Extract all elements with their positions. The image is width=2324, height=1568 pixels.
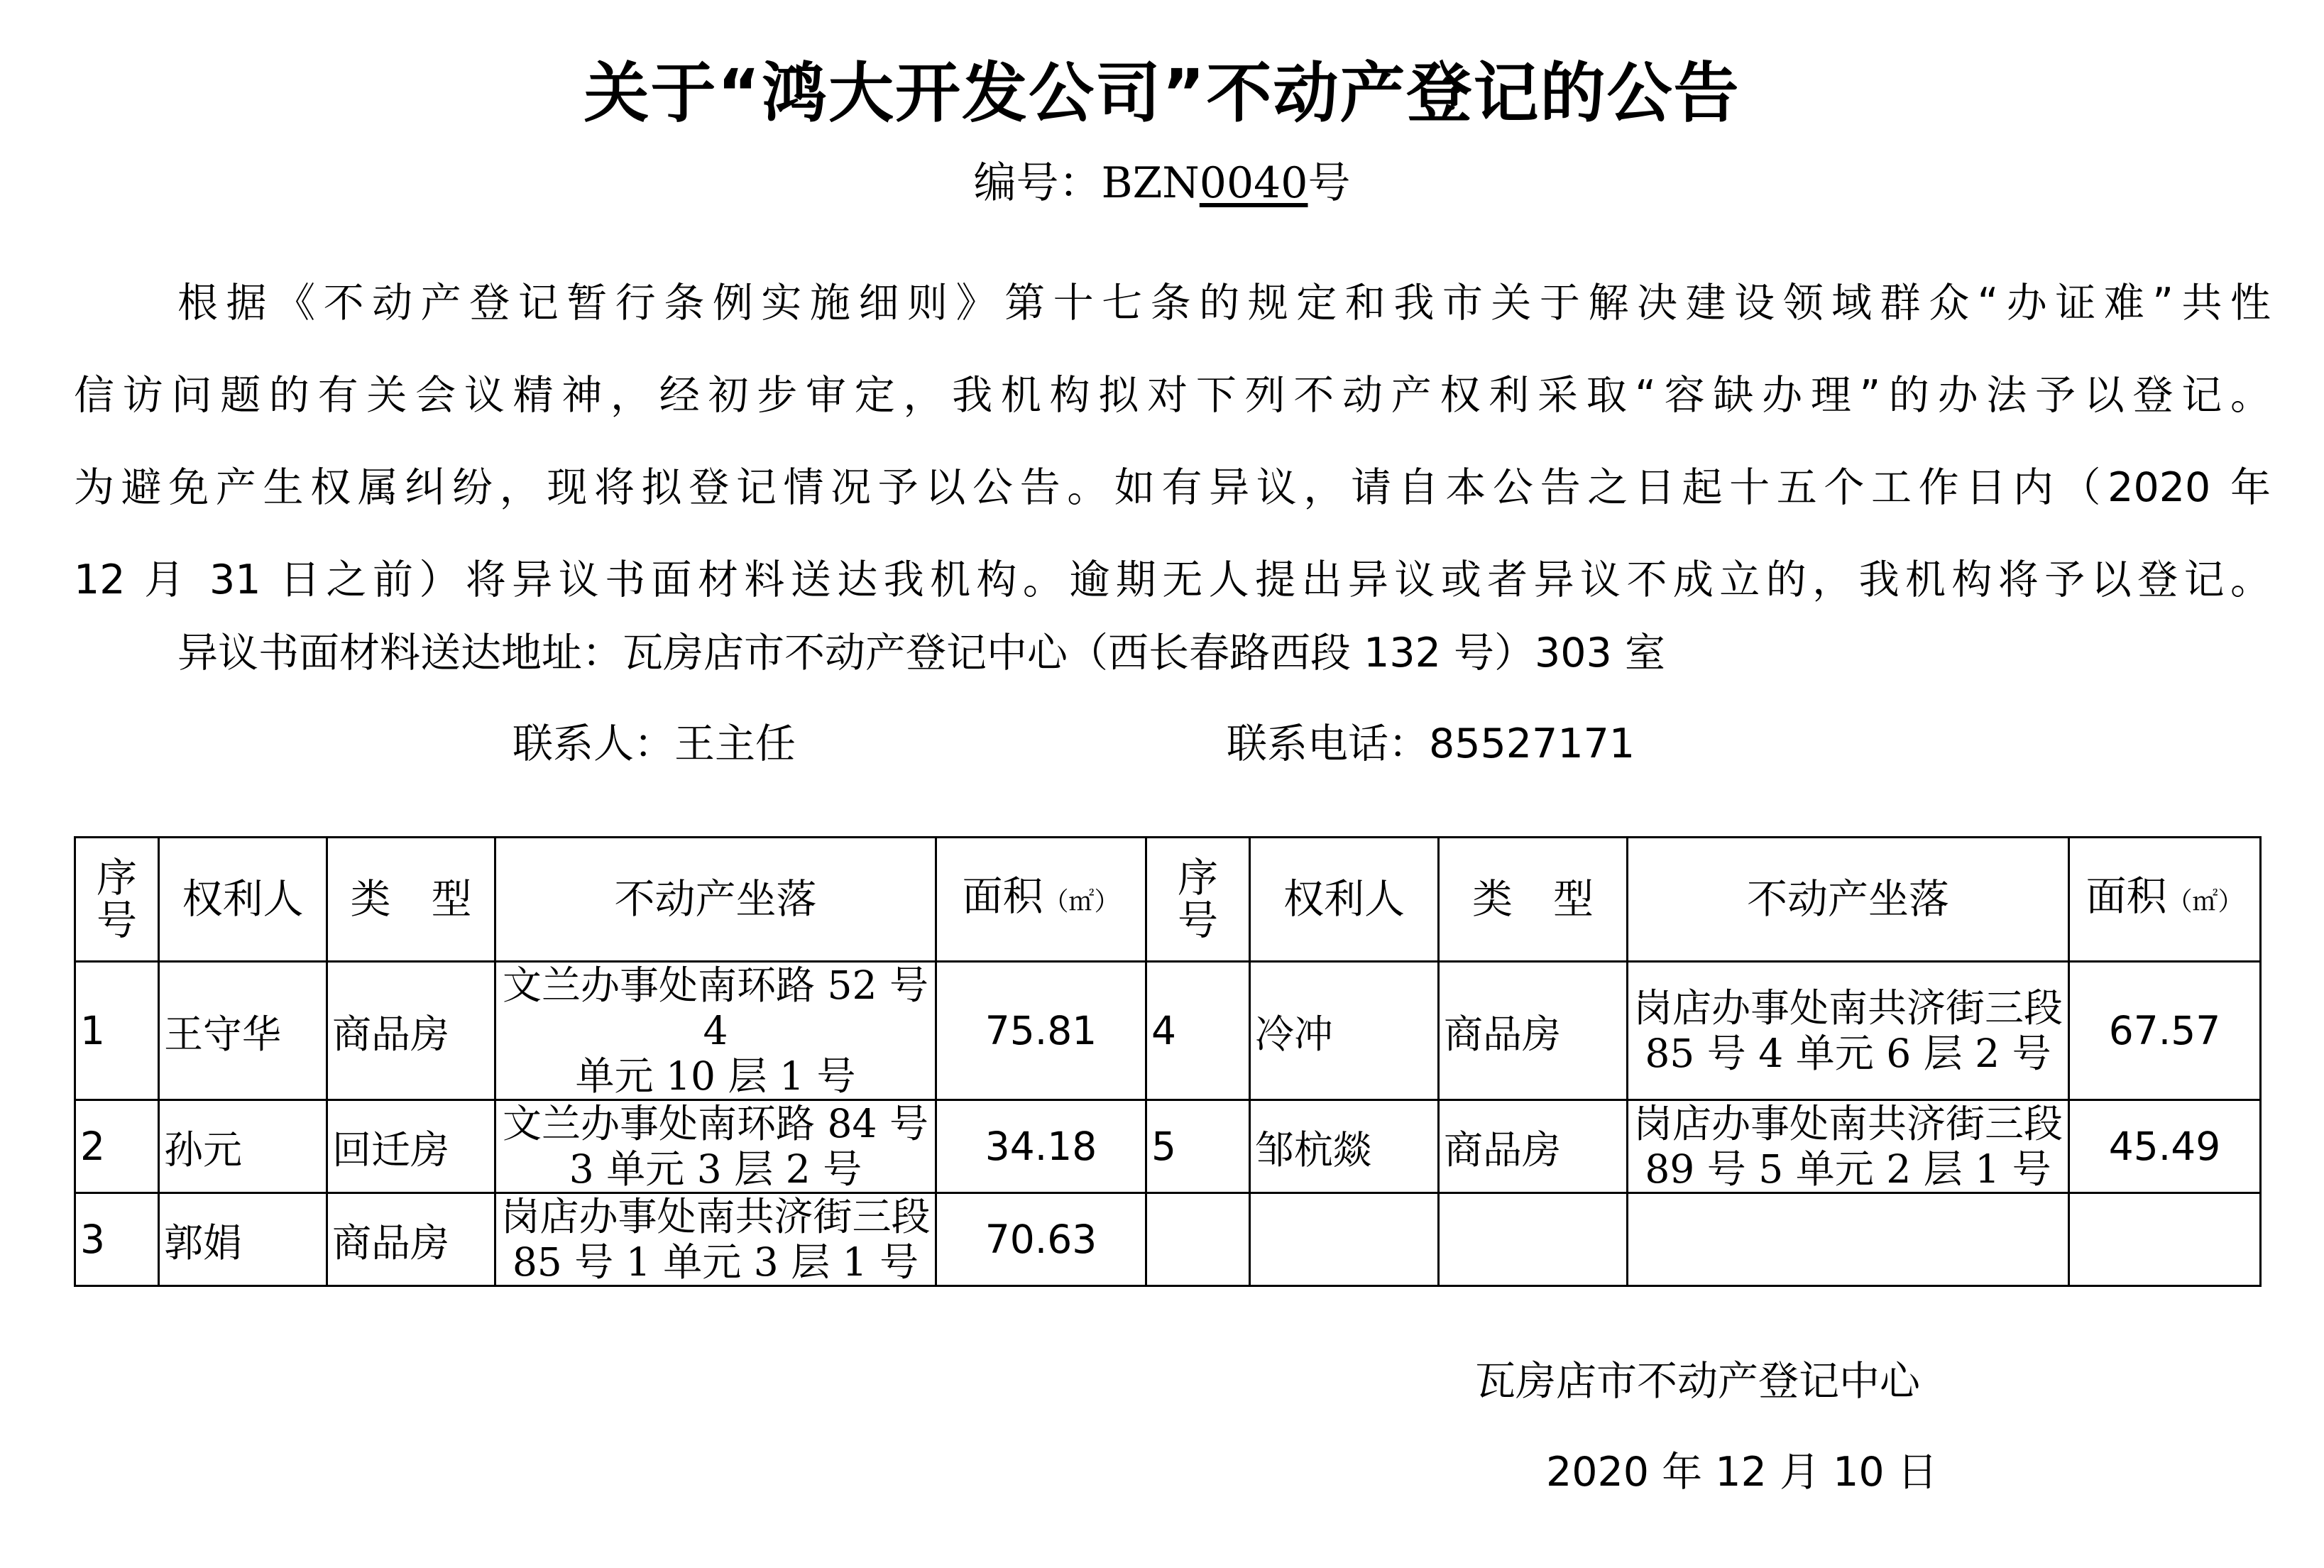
cell-location: 岗店办事处南共济街三段 85 号 1 单元 3 层 1 号 xyxy=(495,1193,936,1286)
contact-person: 联系人：王主任 xyxy=(513,720,796,767)
cell-seq: 4 xyxy=(1146,962,1250,1100)
header-location-2: 不动产坐落 xyxy=(1628,838,2069,962)
cell-area: 34.18 xyxy=(936,1100,1146,1193)
cell-location: 岗店办事处南共济街三段 89 号 5 单元 2 层 1 号 xyxy=(1628,1100,2069,1193)
header-owner-2: 权利人 xyxy=(1250,838,1439,962)
cell-type: 商品房 xyxy=(1439,962,1628,1100)
cell-type: 回迁房 xyxy=(327,1100,495,1193)
header-seq-2: 序 号 xyxy=(1146,838,1250,962)
header-owner: 权利人 xyxy=(159,838,327,962)
cell-location: 文兰办事处南环路 84 号 3 单元 3 层 2 号 xyxy=(495,1100,936,1193)
table-row xyxy=(75,962,2261,1100)
table-header-row xyxy=(75,838,2261,962)
cell-area: 70.63 xyxy=(936,1193,1146,1286)
registration-table xyxy=(74,836,2262,1287)
cell-owner: 郭娟 xyxy=(159,1193,327,1286)
body-line-4: 12 月 31 日之前）将异议书面材料送达我机构。逾期无人提出异议或者异议不成立的，我机构将予以登记。 xyxy=(74,557,2271,603)
header-area-2: 面积（㎡） xyxy=(2069,838,2261,962)
cell-area: 67.57 xyxy=(2069,962,2261,1100)
cell-owner: 冷冲 xyxy=(1250,962,1439,1100)
cell-seq: 5 xyxy=(1146,1100,1250,1193)
cell-location: 文兰办事处南环路 52 号 4 单元 10 层 1 号 xyxy=(495,962,936,1100)
cell-seq: 3 xyxy=(75,1193,159,1286)
document-number-value: 0040 xyxy=(1199,158,1308,208)
cell-area: 45.49 xyxy=(2069,1100,2261,1193)
objection-address: 异议书面材料送达地址：瓦房店市不动产登记中心（西长春路西段 132 号）303 室 xyxy=(177,630,1665,676)
cell-owner: 王守华 xyxy=(159,962,327,1100)
cell-type xyxy=(1439,1193,1628,1286)
cell-seq: 1 xyxy=(75,962,159,1100)
notice-title: 关于“鸿大开发公司”不动产登记的公告 xyxy=(583,55,1741,131)
signature-date: 2020 年 12 月 10 日 xyxy=(1546,1449,1938,1496)
cell-type: 商品房 xyxy=(1439,1100,1628,1193)
header-type: 类 型 xyxy=(327,838,495,962)
document-number-suffix: 号 xyxy=(1308,158,1351,208)
header-type-2: 类 型 xyxy=(1439,838,1628,962)
cell-location xyxy=(1628,1193,2069,1286)
cell-area: 75.81 xyxy=(936,962,1146,1100)
body-line-1: 根据《不动产登记暂行条例实施细则》第十七条的规定和我市关于解决建设领域群众“办证难”共性 xyxy=(177,280,2271,327)
table-row xyxy=(75,1193,2261,1286)
signature-organization: 瓦房店市不动产登记中心 xyxy=(1475,1358,1920,1405)
cell-type: 商品房 xyxy=(327,962,495,1100)
cell-location: 岗店办事处南共济街三段 85 号 4 单元 6 层 2 号 xyxy=(1628,962,2069,1100)
body-line-2: 信访问题的有关会议精神，经初步审定，我机构拟对下列不动产权利采取“容缺办理”的办法予以登记。 xyxy=(74,372,2271,419)
cell-area xyxy=(2069,1193,2261,1286)
cell-owner: 邹杭燚 xyxy=(1250,1100,1439,1193)
document-number xyxy=(0,155,2324,212)
document-number-prefix: 编号：BZN xyxy=(973,158,1200,208)
table-row xyxy=(75,1100,2261,1193)
notice-body xyxy=(74,257,2271,626)
cell-type: 商品房 xyxy=(327,1193,495,1286)
cell-owner xyxy=(1250,1193,1439,1286)
cell-seq: 2 xyxy=(75,1100,159,1193)
cell-owner: 孙元 xyxy=(159,1100,327,1193)
body-line-3: 为避免产生权属纠纷，现将拟登记情况予以公告。如有异议，请自本公告之日起十五个工作日内（2020 年 xyxy=(74,464,2271,511)
header-seq: 序 号 xyxy=(75,838,159,962)
header-area: 面积（㎡） xyxy=(936,838,1146,962)
header-location: 不动产坐落 xyxy=(495,838,936,962)
cell-seq xyxy=(1146,1193,1250,1286)
contact-phone: 联系电话：85527171 xyxy=(1227,720,1635,767)
